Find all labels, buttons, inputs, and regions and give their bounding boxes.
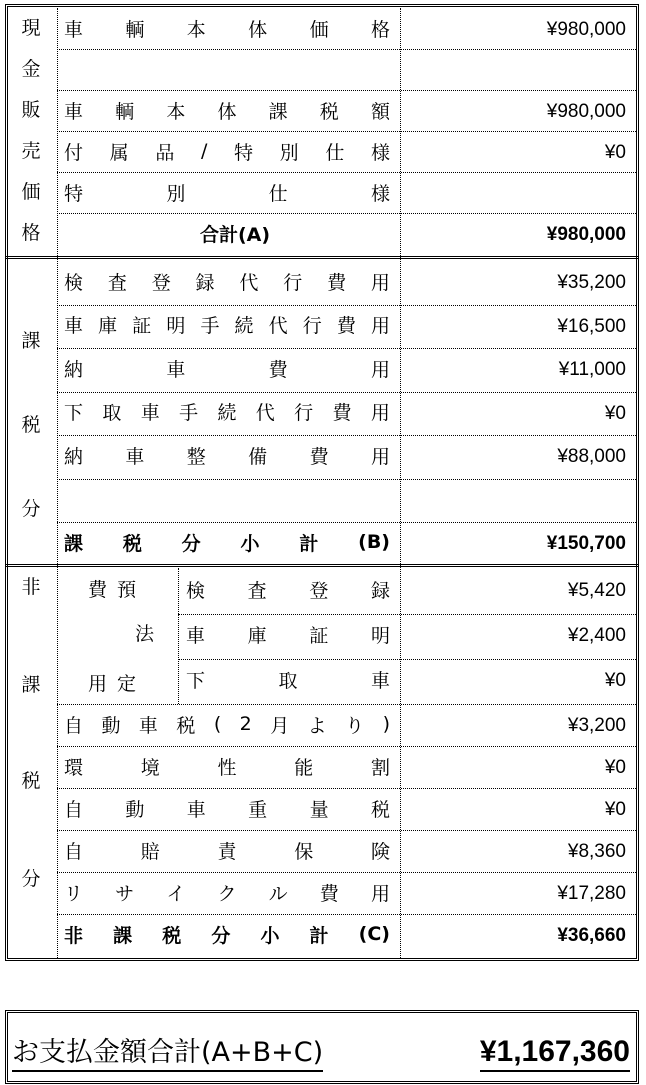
- legal-row-label-char: 証: [309, 624, 329, 647]
- cash-row-label-char: 付: [64, 141, 84, 164]
- cash-row-label-char: 別: [166, 182, 186, 205]
- taxable-row-label-char: 整: [186, 445, 206, 468]
- side-label-cash: 格: [21, 222, 41, 244]
- cash-row-label-char: 仕: [268, 182, 288, 205]
- legal-fee-label: 用: [88, 673, 108, 695]
- cash-row-label-char: /: [200, 140, 208, 162]
- nontaxable-row-label-char: 分: [211, 924, 231, 947]
- taxable-row-label-char: 車: [64, 315, 84, 337]
- row-divider: [57, 479, 636, 480]
- side-label-cash: 販: [21, 99, 41, 121]
- nontaxable-row-label-char: 月: [270, 714, 290, 737]
- taxable-row-label-char: 行: [294, 402, 314, 424]
- taxable-row-label-char: 登: [151, 271, 171, 294]
- nontaxable-row-label-char: 小: [260, 924, 280, 947]
- cash-row-label-char: 額: [370, 100, 390, 123]
- side-label-nontaxable: 分: [21, 868, 41, 890]
- nontaxable-row-label-char: サ: [115, 882, 135, 905]
- cash-row-label-char: 輌: [115, 100, 135, 123]
- taxable-row-value: ¥88,000: [557, 446, 626, 467]
- cash-row-label-char: 様: [370, 141, 390, 164]
- cash-row-label-char: 本: [186, 18, 206, 41]
- cash-row-label: [64, 174, 390, 210]
- nontaxable-row-label-char: 賠: [140, 840, 160, 863]
- nontaxable-row-label-char: 動: [101, 714, 121, 737]
- nontaxable-row-value: ¥17,280: [557, 883, 626, 904]
- cash-row-value: ¥980,000: [546, 224, 626, 245]
- legal-row-label-char: 明: [370, 624, 390, 647]
- taxable-row-label-char: 代: [239, 271, 259, 294]
- taxable-row-label-char: 検: [64, 271, 84, 294]
- cash-row-label-char: 税: [319, 100, 339, 123]
- taxable-row-label-char: 用: [370, 271, 390, 294]
- nontaxable-row-label-char: 2: [239, 713, 252, 735]
- nontaxable-row-label-char: リ: [64, 882, 84, 905]
- cash-row-value: ¥980,000: [546, 101, 626, 122]
- taxable-row-label: [64, 524, 390, 560]
- taxable-row-label-char: 課: [64, 532, 84, 555]
- nontaxable-row-value: ¥36,660: [557, 925, 626, 946]
- nontaxable-row-label: [64, 790, 390, 826]
- taxable-row-label-char: 車: [140, 402, 160, 424]
- cash-row-label: [190, 215, 280, 251]
- legal-fee-label: 法: [135, 623, 155, 645]
- nontaxable-row-label-char: 課: [113, 924, 133, 947]
- side-label-nontaxable: 非: [21, 576, 41, 598]
- nontaxable-row-value: ¥0: [604, 757, 626, 778]
- taxable-row-label-char: 計: [299, 532, 319, 555]
- cash-row-label: [64, 92, 390, 128]
- nontaxable-row-label: [64, 874, 390, 910]
- taxable-row-label-char: 費: [332, 402, 352, 424]
- taxable-row-label: [64, 350, 390, 386]
- nontaxable-row-label-char: 険: [370, 840, 390, 863]
- nontaxable-row-label-char: 車: [138, 714, 158, 737]
- nontaxable-row-label: [64, 706, 390, 742]
- side-label-cash: 金: [21, 58, 41, 80]
- total-label: お支払金額合計(A+B+C): [12, 1036, 323, 1072]
- legal-row-label-char: 取: [278, 669, 298, 692]
- taxable-row-label-char: 費: [268, 358, 288, 381]
- taxable-row-label-char: 車: [166, 358, 186, 381]
- legal-fee-label: 費: [88, 579, 108, 601]
- side-label-taxable: 税: [21, 414, 41, 436]
- taxable-row-label: [64, 307, 390, 343]
- taxable-row-label-char: 明: [166, 315, 186, 337]
- nontaxable-row-label-char: 車: [186, 798, 206, 821]
- cash-row-label-char: 格: [370, 18, 390, 41]
- cash-row-label-char: 品: [155, 141, 175, 164]
- taxable-row-label-char: 用: [370, 358, 390, 381]
- nontaxable-row-label-char: 用: [370, 882, 390, 905]
- side-label-taxable: 課: [21, 330, 41, 352]
- nontaxable-row-label-char: 割: [370, 756, 390, 779]
- nontaxable-row-label-char: 重: [248, 798, 268, 821]
- taxable-row-label-char: 代: [268, 315, 288, 337]
- nontaxable-row-label-char: 自: [64, 840, 84, 863]
- side-label-cash: 売: [21, 140, 41, 162]
- cash-row-label: [64, 133, 390, 169]
- taxable-row-label-char: 続: [217, 402, 237, 424]
- nontaxable-row-value: ¥3,200: [567, 715, 626, 736]
- nontaxable-row-label: [64, 916, 390, 952]
- side-label-nontaxable: 課: [21, 674, 41, 696]
- taxable-row-label-char: (B): [358, 531, 390, 553]
- side-label-nontaxable: 税: [21, 770, 41, 792]
- nontaxable-row-label-char: イ: [166, 882, 186, 905]
- cash-row-label-char: 特: [64, 182, 84, 205]
- section-divider-1: [5, 256, 639, 259]
- nontaxable-row-label-char: 計: [309, 924, 329, 947]
- legal-row-label-char: 査: [247, 579, 267, 602]
- taxable-row-label-char: 行: [302, 315, 322, 337]
- nontaxable-row-label-char: ク: [217, 882, 237, 905]
- legal-row-label: [186, 571, 390, 607]
- cash-row-label-char: 様: [370, 182, 390, 205]
- taxable-row-label-char: 用: [370, 445, 390, 468]
- legal-row-value: ¥2,400: [567, 625, 626, 646]
- taxable-row-value: ¥150,700: [546, 533, 626, 554]
- row-divider: [57, 172, 636, 173]
- taxable-row-label-char: 用: [370, 315, 390, 337]
- legal-row-label-char: 車: [370, 669, 390, 692]
- nontaxable-row-label-char: 自: [64, 714, 84, 737]
- nontaxable-row-label-char: ル: [268, 882, 288, 905]
- taxable-row-label: [64, 263, 390, 299]
- taxable-row-label-char: 庫: [98, 315, 118, 337]
- nontaxable-row-label-char: 税: [176, 714, 196, 737]
- nontaxable-row-value: ¥8,360: [567, 841, 626, 862]
- cash-row-label-char: 車: [64, 100, 84, 123]
- taxable-row-label-char: 費: [309, 445, 329, 468]
- cash-row-label-char: 仕: [325, 141, 345, 164]
- nontaxable-row-label-char: 環: [64, 756, 84, 779]
- nontaxable-row-label-char: 税: [162, 924, 182, 947]
- taxable-row-label-char: 録: [195, 271, 215, 294]
- cash-row-value: ¥980,000: [546, 19, 626, 40]
- nontaxable-row-label-char: 非: [64, 924, 84, 947]
- label-column-divider: [57, 8, 58, 958]
- legal-fee-label: 預: [117, 579, 137, 601]
- side-label-cash: 現: [21, 17, 41, 39]
- taxable-row-label-char: 下: [64, 402, 84, 424]
- row-divider: [57, 49, 636, 50]
- taxable-row-value: ¥35,200: [557, 272, 626, 293]
- nontaxable-row-label: [64, 832, 390, 868]
- side-label-cash: 価: [21, 181, 41, 203]
- cash-row-label-char: 別: [279, 141, 299, 164]
- nontaxable-row-label-char: (: [213, 713, 222, 735]
- taxable-row-value: ¥11,000: [558, 359, 626, 380]
- legal-row-label: [186, 661, 390, 697]
- cash-row-value: ¥0: [604, 142, 626, 163]
- nontaxable-row-label-char: 保: [294, 840, 314, 863]
- taxable-row-label-char: 納: [64, 445, 84, 468]
- nontaxable-row-value: ¥0: [604, 799, 626, 820]
- nontaxable-row-label-char: り: [345, 714, 365, 737]
- cash-row-label-char: 属: [109, 141, 129, 164]
- cash-row-label-char: 輌: [125, 18, 145, 41]
- taxable-row-label-char: 手: [200, 315, 220, 337]
- nontaxable-row-label-char: (C): [358, 923, 390, 945]
- cash-row-label-char: 体: [248, 18, 268, 41]
- total-value: ¥1,167,360: [480, 1034, 630, 1072]
- nontaxable-row-label: [64, 748, 390, 784]
- taxable-row-label-char: 小: [240, 532, 260, 555]
- taxable-row-label-char: 行: [283, 271, 303, 294]
- cash-row-label-char: 合計(A): [199, 223, 271, 246]
- cash-row-label-char: 体: [217, 100, 237, 123]
- legal-row-label: [186, 616, 390, 652]
- taxable-row-label-char: 査: [107, 271, 127, 294]
- nontaxable-row-label-char: 境: [140, 756, 160, 779]
- nontaxable-row-label-char: 量: [309, 798, 329, 821]
- cash-row-label: [64, 10, 390, 46]
- taxable-row-label-char: 納: [64, 358, 84, 381]
- cash-row-label-char: 車: [64, 18, 84, 41]
- taxable-row-label-char: 車: [125, 445, 145, 468]
- legal-row-label-char: 車: [186, 624, 206, 647]
- nontaxable-row-label-char: ): [382, 713, 390, 735]
- cash-row-label-char: 価: [309, 18, 329, 41]
- nontaxable-row-label-char: 動: [125, 798, 145, 821]
- taxable-row-label-char: 費: [336, 315, 356, 337]
- taxable-row-label-char: 分: [181, 532, 201, 555]
- legal-row-label-char: 登: [309, 579, 329, 602]
- nontaxable-row-label-char: 費: [319, 882, 339, 905]
- legal-fee-label: 定: [117, 673, 137, 695]
- taxable-row-label-char: 手: [179, 402, 199, 424]
- cash-row-label-char: 特: [234, 141, 254, 164]
- taxable-row-label: [64, 394, 390, 430]
- taxable-row-label-char: 証: [132, 315, 152, 337]
- nontaxable-row-label-char: 能: [294, 756, 314, 779]
- cash-row-label-char: 課: [268, 100, 288, 123]
- taxable-row-label-char: 続: [234, 315, 254, 337]
- legal-row-value: ¥0: [604, 670, 626, 691]
- taxable-row-label-char: 取: [102, 402, 122, 424]
- legal-row-value: ¥5,420: [567, 580, 626, 601]
- nontaxable-row-label-char: 自: [64, 798, 84, 821]
- nontaxable-row-label-char: 責: [217, 840, 237, 863]
- legal-row-label-char: 庫: [247, 624, 267, 647]
- nontaxable-row-label-char: 税: [370, 798, 390, 821]
- taxable-row-label-char: 費: [327, 271, 347, 294]
- legal-row-label-char: 検: [186, 579, 206, 602]
- taxable-row-value: ¥16,500: [557, 315, 626, 337]
- nontaxable-row-label-char: よ: [307, 714, 327, 737]
- taxable-row-label-char: 代: [255, 402, 275, 424]
- legal-row-label-char: 録: [370, 579, 390, 602]
- taxable-row-value: ¥0: [604, 402, 626, 424]
- cash-row-label-char: 本: [166, 100, 186, 123]
- section-divider-2: [5, 564, 639, 567]
- taxable-row-label-char: 備: [248, 445, 268, 468]
- legal-row-label-char: 下: [186, 669, 206, 692]
- taxable-row-label-char: 税: [122, 532, 142, 555]
- taxable-row-label-char: 用: [370, 402, 390, 424]
- taxable-row-label: [64, 437, 390, 473]
- side-label-taxable: 分: [21, 498, 41, 520]
- nontaxable-row-label-char: 性: [217, 756, 237, 779]
- legal-fee-divider: [178, 568, 179, 704]
